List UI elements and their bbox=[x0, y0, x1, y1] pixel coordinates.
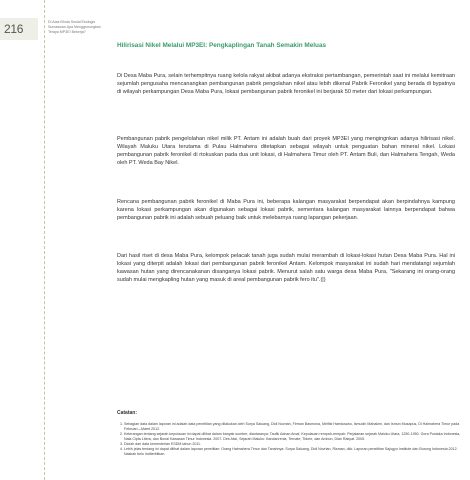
page-number: 216 bbox=[4, 22, 24, 36]
note-item: 3. Diolah dari data kementerian ESDM tahun 2011. bbox=[124, 442, 462, 447]
notes-list bbox=[117, 422, 462, 457]
paragraph-4: Dari hasil riset di desa Maba Pura, kelompok pelacak tanah juga sudah mulai merambah di lokasi-lokasi hutan Desa Maba Pura. Hal ini lokasi yang diterpit adalah lokasi dari pembangunan pabrik feronikel Antam. Kelompok masyarakat ini sudah hari mendatangi sejumlah kawasan hutan yang direncanakanan disanganya lokasi pabrik. Menurut salah satu warga desa Maba Pura, "Sekarang ini orang-orang sudah mulai mengkapling hutan yang masuk di areal pembangunan pabrik fero itu".(|) bbox=[117, 253, 455, 284]
margin-divider bbox=[44, 0, 45, 480]
note-item: 2. Keterangan tentang sejarah kepulauan ini dapat dilihat dalam banyak sumber, diantaranya: Taufik Adnan Amal, Kepulauan rempah-rempah: Perjalanan sejarah Maluku Utara, 1250-1950. Gora Pustaka Indonesia, Nala Cipta Litera, dan Bonai Kawasan Timur Indonesia. 2007. Des Alwi, Sejarah Maluku: Kandanrenia, Ternate, Tidore, dan Ambon, Dian Rakyat. 2005. bbox=[124, 432, 462, 442]
section-title: Hilirisasi Nikel Melalui MP3EI: Pengkaplingan Tanah Semakin Meluas bbox=[117, 42, 327, 49]
paragraph-2: Pembangunan pabrik pengelolahan nikel milik PT. Antam ini adalah buah dari proyek MP3EI yang mengingnkan adanya hilirisasi nikel. Wilayah Maluku Utara terutama di Pulau Halmahera ditetapkan sebagai wilayah untuk penguatan bahan mineral nikel. Lokasi pembangunan pabrik feronikel di rtokuskan pada dua unit lokasi, di Halmahera Timur oleh PT. Antam Buli, dan Halmahera Tengah, Weda oleh PT. Weda Bay Nikel. bbox=[117, 136, 455, 167]
note-item: 1. Sebagian data dalam laporan ini adalah data penelitian yang dilakukan oleh Surya Saluang, Didi Novrian, Firman Basmona, Melfist Haedusano, Ismudin Mahakim, dan Ismun Musapus, Di Halmahera Timur pada Februari—Maret 2012. bbox=[124, 422, 462, 432]
running-head: Di Atas Bhuta Sosial Ekologis Sumaswan Apa Menggunungkan Teraya MP3EI Bekerja? bbox=[48, 20, 101, 34]
note-item: 4. Lebih jelas tentang ini dapat dilihat dalam laporan penelitian: Orang Halmahera Timur dan Tanahnya. Surya Saluang, Didi Novrian, Risman, dkk. Laporan penelitian Sajogyo Institute dan Burung Indonesia.2012. Naskah belu inditerbitkan. bbox=[124, 447, 462, 457]
paragraph-1: Di Desa Maba Pura, selain terhempitnya ruang kelola rakyat akibat adanya ekstraksi pertambangan, pemerintah saat ini melalui kemitraan sejumlah pengusaha mencanangkan pembangunan pabrik pengolahan nikel atau lebih dikenal Pabrik Feronikel yang berada di bypatnya di wilayah perkampungan Desa Maba Pura, lokasi pembangunan pabrik feronikel ini berjarak 50 meter dari lokasi perkampungan. bbox=[117, 73, 455, 96]
paragraph-3: Rencana pembangunan pabrik feronikel di Maba Pura ini, beberapa kalangan masyarakat berpendapat akan berpindahnya kampung karena lokasi perkampungan akan digunakan sebagai lokasi pabrik, sementara kalangan masyarakat lainnya berpendapat bahwa pembangunan pabrik ini adalah sebuah peluang baik untuk melebarnya ruang lapangan pekerjaan. bbox=[117, 199, 455, 222]
notes-heading: Catatan: bbox=[117, 410, 138, 416]
